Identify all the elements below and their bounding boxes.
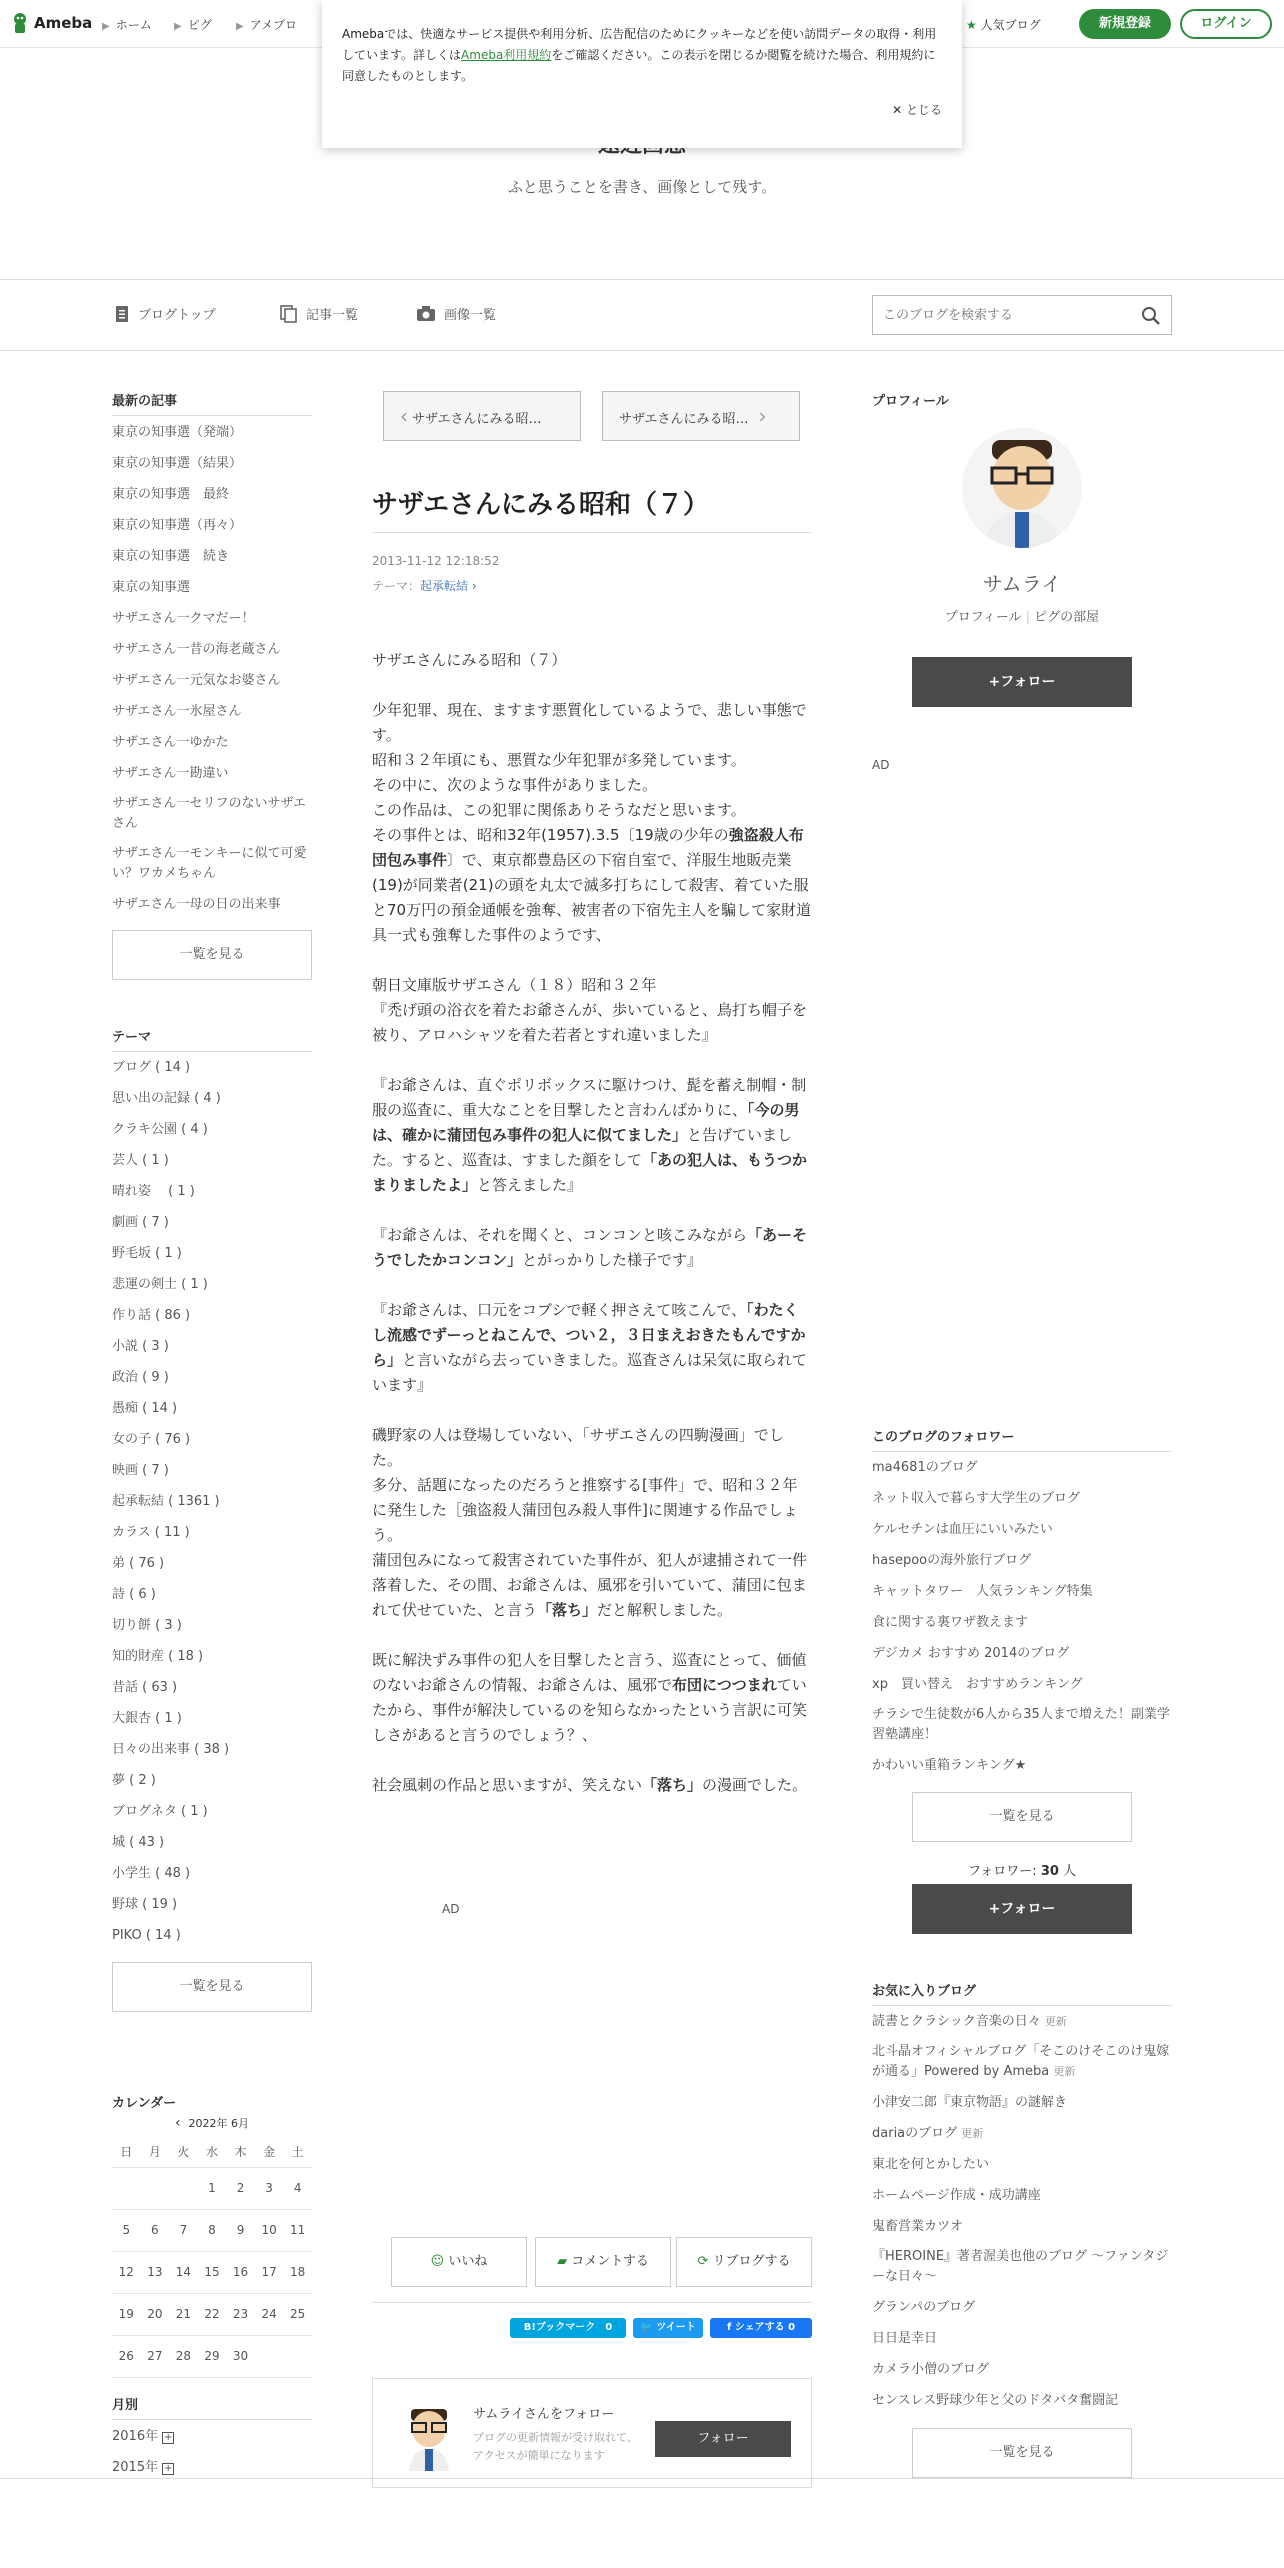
calendar-day: 28 [169, 2335, 198, 2377]
favorites-list [872, 2006, 1172, 2416]
nav-ameblo[interactable]: ▶ アメブロ [236, 18, 297, 32]
signup-button[interactable]: 新規登録 [1079, 9, 1171, 39]
calendar-day: 27 [141, 2335, 170, 2377]
calendar-day: 19 [112, 2293, 141, 2335]
favorite-blog-link[interactable]: 『HEROINE』著者渥美也他のブログ ～ファンタジーな日々～ [872, 2249, 1169, 2284]
paragraph: 既に解決ずみ事件の犯人を目撃したと言う、巡査にとって、価値のないお爺さんの情報、お爺さんは、風邪で布団につつまれていたから、事件が解決しているのを知らなかったという言訳に可笑しさがあると言うのでしょう？、 [372, 1651, 808, 1744]
blog-top-link[interactable]: ブログトップ [114, 304, 216, 323]
terms-link[interactable]: Ameba利用規約 [461, 48, 552, 62]
calendar-day: 1 [198, 2167, 227, 2209]
divider [0, 2478, 1284, 2479]
recent-article-link[interactable]: サザエさん一昔の海老蔵さん [112, 642, 281, 657]
profile-avatar[interactable] [962, 428, 1082, 548]
follow-card [372, 2378, 812, 2488]
calendar-day: 22 [198, 2293, 227, 2335]
theme-more-button[interactable]: 一覧を見る [112, 1962, 312, 2012]
theme-link[interactable]: カラス ( 11 ) [112, 1525, 190, 1540]
followers-heading: このブログのフォロワー [872, 1426, 1172, 1452]
follower-blog-link[interactable]: ケルセチンは血圧にいいみたい [872, 1522, 1053, 1537]
calendar-day: 23 [226, 2293, 255, 2335]
avatar [401, 2407, 457, 2471]
divider [372, 2302, 812, 2303]
paragraph: 『お爺さんは、直ぐポリボックスに駆けつけ、髭を蓄え制帽・制服の巡査に、重大なことを目撃したと言わんばかりに、「今の男は、確かに蒲団包み事件の犯人に似てました」と告げていました。すると、巡査は、すました顔をして「あの犯人は、もうつかまりましたよ」と答えました』 [372, 1076, 808, 1194]
theme-link[interactable]: 小説 ( 3 ) [112, 1339, 169, 1354]
facebook-share-button[interactable]: f シェアする 0 [710, 2318, 812, 2338]
follower-blog-link[interactable]: xp 買い替え おすすめランキング [872, 1677, 1083, 1692]
recent-article-link[interactable]: 東京の知事選 続き [112, 549, 230, 564]
followers-list [872, 1452, 1172, 1781]
favorite-blog-link[interactable]: 鬼畜営業カツオ [872, 2219, 964, 2234]
cookie-text: Amebaでは、快適なサービス提供や利用分析、広告配信のためにクッキーなどを使い訪問データの取得・利用しています。詳しくは [342, 27, 937, 62]
follower-blog-link[interactable]: デジカメ おすすめ 2014のブログ [872, 1646, 1070, 1661]
calendar-month: ‹ 2022年 6月 [174, 2115, 250, 2131]
follower-blog-link[interactable]: かわいい重箱ランキング★ [872, 1758, 1027, 1773]
theme-link[interactable]: 起承転結 ( 1361 ) [112, 1494, 220, 1509]
theme-link[interactable]: 劇画 ( 7 ) [112, 1215, 169, 1230]
ameba-logo-icon [10, 12, 30, 34]
profile-heading: プロフィール [872, 394, 949, 409]
follower-blog-link[interactable]: ネット収入で暮らす大学生のブログ [872, 1491, 1081, 1506]
divider [0, 279, 1284, 280]
theme-link[interactable]: 悲運の剣士 ( 1 ) [112, 1277, 208, 1292]
cookie-text-2: をご確認ください。この表示を閉じるか閲覧を続けた場合、利用規約に同意したものとします。 [342, 48, 936, 83]
calendar-day [112, 2167, 141, 2209]
close-icon: ✕ [892, 103, 903, 117]
favorite-blog-link[interactable]: カメラ小僧のブログ [872, 2362, 990, 2377]
theme-link[interactable]: 小学生 ( 48 ) [112, 1866, 191, 1881]
theme-link[interactable]: PIKO ( 14 ) [112, 1928, 181, 1943]
calendar-day: 18 [283, 2251, 312, 2293]
followers-more-button[interactable]: 一覧を見る [912, 1792, 1132, 1842]
theme-link[interactable]: 知的財産 ( 18 ) [112, 1649, 204, 1664]
theme-link[interactable]: 作り話 ( 86 ) [112, 1308, 191, 1323]
recent-article-link[interactable]: 東京の知事選 最終 [112, 487, 230, 502]
calendar-day: 5 [112, 2209, 141, 2251]
login-button[interactable]: ログイン [1180, 9, 1272, 39]
recent-article-link[interactable]: サザエさん一母の日の出来事 [112, 897, 281, 912]
ad-label: AD [872, 758, 890, 772]
logo-text: Ameba [34, 14, 93, 32]
recent-articles-list [112, 417, 312, 920]
reblog-button[interactable]: ⟳ リブログする [676, 2237, 812, 2287]
favorite-blog-link[interactable]: 読書とクラシック音楽の日々 更新 [872, 2014, 1067, 2029]
calendar-day: 12 [112, 2251, 141, 2293]
favorite-blog-link[interactable]: グランパのブログ [872, 2300, 976, 2315]
follower-blog-link[interactable]: ma4681のブログ [872, 1460, 978, 1475]
favorite-blog-link[interactable]: ホームページ作成・成功講座 [872, 2188, 1041, 2203]
cookie-close-button[interactable]: ✕ とじる [892, 103, 942, 117]
follow-card-title: サムライさんをフォロー [473, 2407, 615, 2422]
theme-link[interactable]: 思い出の記録 ( 4 ) [112, 1091, 221, 1106]
nav-pig[interactable]: ▶ ピグ [174, 18, 212, 32]
calendar-day: 2 [226, 2167, 255, 2209]
calendar-grid [112, 2137, 312, 2378]
calendar-day: 20 [141, 2293, 170, 2335]
recent-more-button[interactable]: 一覧を見る [112, 930, 312, 980]
like-button[interactable]: ☺ いいね [391, 2237, 527, 2287]
ad-label: AD [442, 1902, 460, 1916]
theme-link[interactable]: 野毛坂 ( 1 ) [112, 1246, 182, 1261]
theme-list [112, 1052, 312, 1951]
calendar-day: 3 [255, 2167, 284, 2209]
search-input[interactable] [873, 296, 1123, 334]
calendar-day: 11 [283, 2209, 312, 2251]
paragraph: 社会風刺の作品と思いますが、笑えない「落ち」の漫画でした。 [372, 1776, 808, 1794]
article-date: 2013-11-12 12:18:52 [372, 554, 500, 568]
profile-name[interactable]: サムライ [982, 572, 1062, 596]
tweet-button[interactable]: 🐦 ツイート [633, 2318, 703, 2338]
calendar-day: 7 [169, 2209, 198, 2251]
calendar-day: 8 [198, 2209, 227, 2251]
ameba-logo[interactable] [10, 12, 92, 34]
calendar-day [141, 2167, 170, 2209]
expand-icon[interactable]: + [164, 2463, 173, 2474]
recent-article-link[interactable]: 東京の知事選（発端） [112, 425, 243, 440]
paragraph: 朝日文庫版サザエさん（１８）昭和３２年 『禿げ頭の浴衣を着たお爺さんが、歩いていると、鳥打ち帽子を被り、アロハシャツを着た若者とすれ違いました』 [372, 976, 808, 1044]
follower-blog-link[interactable]: hasepooの海外旅行ブログ [872, 1553, 1032, 1568]
recent-article-link[interactable]: サザエさん一元気なお婆さん [112, 673, 281, 688]
updated-badge: 更新 [1044, 2015, 1067, 2028]
document-icon [114, 305, 130, 323]
calendar-day: 6 [141, 2209, 170, 2251]
pig-room-link[interactable]: ピグの部屋 [1034, 610, 1100, 625]
calendar-day [283, 2335, 312, 2377]
popular-blog-link[interactable]: ★ 人気ブログ [966, 18, 1041, 32]
calendar-day: 15 [198, 2251, 227, 2293]
follower-blog-link[interactable]: チラシで生徒数が6人から35人まで増えた！副業学習塾講座！ [872, 1707, 1170, 1742]
profile-link[interactable]: プロフィール [944, 610, 1022, 625]
avatar [962, 428, 1082, 548]
recent-article-link[interactable]: サザエさん一クマだー！ [112, 611, 255, 626]
updated-badge: 更新 [1053, 2065, 1076, 2078]
facebook-icon: f [726, 2322, 732, 2333]
theme-heading: テーマ [112, 1026, 312, 1052]
follow-card-desc: ブログの更新情報が受け取れて、アクセスが簡単になります [473, 2431, 638, 2462]
theme-link[interactable]: 夢 ( 2 ) [112, 1773, 156, 1788]
divider [372, 532, 812, 533]
comment-icon: ▰ [557, 2254, 568, 2269]
calendar-day: 16 [226, 2251, 255, 2293]
recent-article-link[interactable]: 東京の知事選（結果） [112, 456, 243, 471]
search-icon[interactable] [1141, 306, 1161, 326]
blog-subtitle: ふと思うことを書き、画像として残す。 [507, 178, 777, 196]
favorite-blog-link[interactable]: 小津安二郎『東京物語』の謎解き [872, 2095, 1068, 2110]
monthly-heading: 月別 [112, 2394, 312, 2420]
theme-link[interactable]: 起承転結 [420, 579, 469, 593]
calendar-day: 30 [226, 2335, 255, 2377]
favorites-more-button[interactable]: 一覧を見る [912, 2428, 1132, 2478]
article-list-link[interactable]: 記事一覧 [280, 304, 358, 323]
calendar-day [169, 2167, 198, 2209]
favorite-blog-link[interactable]: 日日是幸日 [872, 2331, 938, 2346]
theme-link[interactable]: 映画 ( 7 ) [112, 1463, 169, 1478]
calendar-day: 4 [283, 2167, 312, 2209]
theme-link[interactable]: 日々の出来事 ( 38 ) [112, 1742, 230, 1757]
calendar-day: 29 [198, 2335, 227, 2377]
hatena-bookmark-button[interactable]: B!ブックマーク 0 [510, 2318, 626, 2338]
paragraph: 磯野家の人は登場していない、「サザエさんの四駒漫画」でした。 多分、話題になったのだろうと推察する[事件」で、昭和３２年に発生した［強盗殺人蒲団包み殺人事件]に関連する作品でしょう。 蒲団包みになって殺害されていた事件が、犯人が逮捕されて一件落着した、その間、お爺さんは、風邪を引いていて、蒲団に包まれて伏せていた、と言う「落ち」だと解釈しました。 [372, 1426, 808, 1619]
calendar-day: 21 [169, 2293, 198, 2335]
copy-icon [280, 305, 298, 323]
blog-search [872, 295, 1172, 335]
calendar-day: 9 [226, 2209, 255, 2251]
chevron-left-icon[interactable]: ‹ [174, 2115, 181, 2131]
calendar-day: 10 [255, 2209, 284, 2251]
theme-link[interactable]: ブログ ( 14 ) [112, 1060, 191, 1075]
favorite-blog-link[interactable]: 北斗晶オフィシャルブログ「そこのけそこのけ鬼嫁が通る」Powered by Ameba 更新 [872, 2044, 1170, 2079]
favorite-blog-link[interactable]: dariaのブログ 更新 [872, 2126, 984, 2141]
paragraph: サザエさんにみる昭和（７） [372, 651, 567, 669]
theme-link[interactable]: 野球 ( 19 ) [112, 1897, 178, 1912]
theme-link[interactable]: 切り餅 ( 3 ) [112, 1618, 182, 1633]
weekday: 火 [169, 2137, 198, 2167]
favorite-blog-link[interactable]: センスレス野球少年と父のドタバタ奮闘記 [872, 2393, 1119, 2408]
theme-link[interactable]: 大銀杏 ( 1 ) [112, 1711, 182, 1726]
theme-link[interactable]: 昔話 ( 63 ) [112, 1680, 178, 1695]
cookie-banner [322, 0, 962, 148]
article-body [372, 648, 812, 1823]
theme-link[interactable]: 晴れ姿 ( 1 ) [112, 1184, 195, 1199]
calendar-day [255, 2335, 284, 2377]
divider [0, 350, 1284, 351]
recent-article-link[interactable]: サザエさん一ゆかた [112, 735, 229, 750]
nav-home[interactable]: ▶ ホーム [102, 18, 152, 32]
calendar-day: 26 [112, 2335, 141, 2377]
follow-button[interactable]: フォロー [655, 2421, 791, 2457]
theme-link[interactable]: クラキ公園 ( 4 ) [112, 1122, 208, 1137]
follower-blog-link[interactable]: キャットタワー 人気ランキング特集 [872, 1584, 1093, 1599]
calendar-day: 24 [255, 2293, 284, 2335]
weekday: 日 [112, 2137, 141, 2167]
article-title: サザエさんにみる昭和（７） [372, 490, 709, 520]
theme-link[interactable]: 政治 ( 9 ) [112, 1370, 169, 1385]
theme-link[interactable]: 女の子 ( 76 ) [112, 1432, 191, 1447]
profile-links: プロフィール | ピグの部屋 [944, 610, 1100, 625]
reblog-icon: ⟳ [697, 2254, 709, 2269]
weekday: 金 [255, 2137, 284, 2167]
paragraph: 『お爺さんは、それを聞くと、コンコンと咳こみながら「あーそうでしたかコンコン」とがっかりした様子です』 [372, 1226, 808, 1269]
image-list-link[interactable]: 画像一覧 [416, 304, 496, 323]
smile-icon: ☺ [430, 2254, 445, 2269]
theme-link[interactable]: 愚痴 ( 14 ) [112, 1401, 178, 1416]
calendar [112, 2092, 312, 2378]
paragraph: 『お爺さんは、口元をコブシで軽く押さえて咳こんで、「わたくし流感でずーっとねこんで、つい２，３日まえおきたもんですから」と言いながら去っていきました。巡査さんは呆気に取られています』 [372, 1301, 808, 1394]
chevron-right-icon: › [471, 579, 477, 593]
calendar-day: 17 [255, 2251, 284, 2293]
monthly-list [112, 2421, 312, 2483]
recent-articles-heading: 最新の記事 [112, 390, 312, 416]
theme-link[interactable]: 詩 ( 6 ) [112, 1587, 156, 1602]
follow-button[interactable]: +フォロー [912, 657, 1132, 707]
calendar-day: 25 [283, 2293, 312, 2335]
chevron-left-icon: ‹ [400, 404, 408, 428]
chevron-right-icon: › [758, 404, 767, 428]
recent-article-link[interactable]: 東京の知事選 [112, 580, 191, 595]
theme-link[interactable]: 芸人 ( 1 ) [112, 1153, 169, 1168]
recent-article-link[interactable]: 東京の知事選（再々） [112, 518, 243, 533]
year-link[interactable]: 2015年 + [112, 2460, 173, 2475]
theme-link[interactable]: 弟 ( 76 ) [112, 1556, 165, 1571]
twitter-icon: 🐦 [640, 2322, 653, 2333]
favorites-heading: お気に入りブログ [872, 1980, 1172, 2006]
recent-article-link[interactable]: サザエさん一セリフのないサザエさん [112, 796, 306, 831]
recent-article-link[interactable]: サザエさん一氷屋さん [112, 704, 242, 719]
updated-badge: 更新 [961, 2127, 984, 2140]
favorite-blog-link[interactable]: 東北を何とかしたい [872, 2157, 990, 2172]
theme-link[interactable]: 城 ( 43 ) [112, 1835, 165, 1850]
follower-blog-link[interactable]: 食に関する裏ワザ教えます [872, 1615, 1029, 1630]
recent-article-link[interactable]: サザエさん一モンキーに似て可愛い？ワカメちゃん [112, 846, 307, 881]
follower-count: フォロワー: 30 人 [967, 1864, 1077, 1879]
calendar-heading: カレンダー [112, 2096, 177, 2111]
next-article-button[interactable]: サザエさんにみる昭… › [602, 391, 800, 441]
star-icon: ★ [966, 18, 977, 32]
weekday: 月 [141, 2137, 170, 2167]
calendar-day: 14 [169, 2251, 198, 2293]
weekday: 水 [198, 2137, 227, 2167]
follow-button[interactable]: +フォロー [912, 1884, 1132, 1934]
camera-icon [416, 306, 436, 322]
paragraph: 少年犯罪、現在、ますます悪質化しているようで、悲しい事態です。 昭和３２年頃にも、悪質な少年犯罪が多発しています。 その中に、次のような事件がありました。 この作品は、この犯罪に関係ありそうなだと思います。 その事件とは、昭和32年(1957).3.5〔19歳の少年の強盗殺人布団包み事件〕で、東京都豊島区の下宿自室で、洋服生地販売業(19)が同業者(21)の頭を丸太で滅多打ちにして殺害、着ていた服と70万円の預金通帳を強奪、被害者の下宿先主人を騙して家財道具一式も強奪した事件のようです、 [372, 701, 812, 944]
prev-article-button[interactable]: ‹ サザエさんにみる昭… [383, 391, 581, 441]
comment-button[interactable]: ▰ コメントする [535, 2237, 671, 2287]
article-theme: テーマ：起承転結 › [372, 579, 477, 593]
theme-link[interactable]: ブログネタ ( 1 ) [112, 1804, 208, 1819]
weekday: 木 [226, 2137, 255, 2167]
expand-icon[interactable]: + [164, 2432, 173, 2443]
weekday: 土 [283, 2137, 312, 2167]
recent-article-link[interactable]: サザエさん一勘違い [112, 766, 229, 781]
calendar-day: 13 [141, 2251, 170, 2293]
year-link[interactable]: 2016年 + [112, 2429, 173, 2444]
